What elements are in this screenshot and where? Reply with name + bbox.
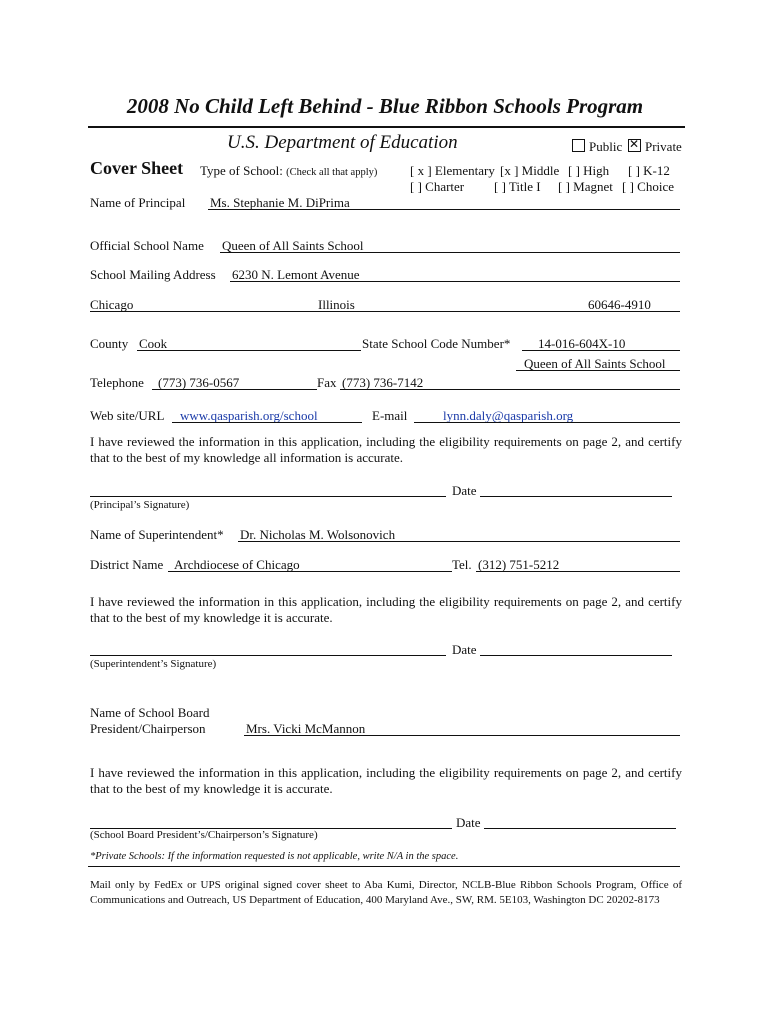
school-name-field[interactable]: Queen of All Saints School — [222, 238, 364, 253]
email-label: E-mail — [372, 408, 408, 423]
website-label: Web site/URL — [90, 408, 165, 423]
superintendent-certification-text: I have reviewed the information in this application, including the eligibility requirements on page 2, and certify that to the best of my knowledge it is accurate. — [90, 594, 682, 625]
type-title-i[interactable]: [ ] Title I — [494, 179, 541, 194]
private-checkbox[interactable] — [628, 139, 641, 152]
principal-date-line[interactable] — [480, 496, 672, 497]
principal-signature-line[interactable] — [90, 496, 446, 497]
telephone-underline — [152, 389, 317, 390]
superintendent-signature-line[interactable] — [90, 655, 446, 656]
state-code-sub-underline — [516, 370, 680, 371]
footer-rule — [88, 866, 680, 867]
district-label: District Name — [90, 557, 164, 572]
public-checkbox[interactable] — [572, 139, 585, 152]
type-charter[interactable]: [ ] Charter — [410, 179, 465, 194]
board-label-line2: President/Chairperson — [90, 721, 206, 736]
mail-instructions: Mail only by FedEx or UPS original signed cover sheet to Aba Kumi, Director, NCLB-Blue Ribbon Schools Program, Office of Communications and Outreach, US Department of Education, 400 Maryland Ave., SW, RM. 5E103, Washington DC 20202-8173 — [90, 879, 682, 906]
superintendent-field[interactable]: Dr. Nicholas M. Wolsonovich — [240, 527, 396, 542]
private-option[interactable] — [628, 139, 682, 155]
state-code-underline — [522, 350, 680, 351]
county-field[interactable]: Cook — [139, 336, 168, 351]
public-option[interactable] — [572, 139, 622, 155]
principal-certification-text: I have reviewed the information in this application, including the eligibility requirements on page 2, and certify that to the best of my knowledge all information is accurate. — [90, 434, 682, 465]
department-name: U.S. Department of Education — [227, 132, 458, 153]
principal-date-label: Date — [452, 483, 477, 498]
private-label: Private — [645, 139, 682, 154]
superintendent-label: Name of Superintendent* — [90, 527, 224, 542]
city-underline — [90, 311, 680, 312]
school-type-label-text: Type of School: — [200, 163, 283, 178]
board-date-label: Date — [456, 815, 481, 830]
telephone-label: Telephone — [90, 375, 144, 390]
county-label: County — [90, 336, 129, 351]
board-field[interactable]: Mrs. Vicki McMannon — [246, 721, 366, 736]
district-underline — [168, 571, 452, 572]
mailing-address-underline — [230, 281, 680, 282]
state-code-label: State School Code Number* — [362, 336, 511, 351]
type-k12[interactable]: [ ] K-12 — [628, 163, 670, 178]
cover-sheet-title: Cover Sheet — [90, 158, 184, 178]
state-code-field[interactable]: 14-016-604X-10 — [538, 336, 626, 351]
board-certification-text: I have reviewed the information in this application, including the eligibility requirements on page 2, and certify that to the best of my knowledge it is accurate. — [90, 765, 682, 796]
superintendent-signature-caption: (Superintendent’s Signature) — [90, 658, 217, 670]
type-elementary[interactable]: [ x ] Elementary — [410, 163, 495, 178]
school-name-underline — [220, 252, 680, 253]
mailing-address-label: School Mailing Address — [90, 267, 216, 282]
district-tel-label: Tel. — [452, 557, 472, 572]
principal-signature-caption: (Principal’s Signature) — [90, 499, 190, 511]
fax-field[interactable]: (773) 736-7142 — [342, 375, 424, 390]
email-underline — [414, 422, 680, 423]
superintendent-date-line[interactable] — [480, 655, 672, 656]
fax-label: Fax — [317, 375, 337, 390]
website-underline — [172, 422, 362, 423]
school-type-label — [200, 163, 377, 179]
header-rule — [88, 126, 685, 128]
type-magnet[interactable]: [ ] Magnet — [558, 179, 613, 194]
state-field[interactable]: Illinois — [318, 297, 355, 312]
public-label: Public — [589, 139, 623, 154]
school-type-hint: (Check all that apply) — [286, 167, 378, 178]
private-schools-note: *Private Schools: If the information requested is not applicable, write N/A in the space. — [90, 851, 459, 862]
type-middle[interactable]: [x ] Middle — [500, 163, 560, 178]
board-date-line[interactable] — [484, 828, 676, 829]
principal-field[interactable]: Ms. Stephanie M. DiPrima — [210, 195, 350, 210]
mailing-address-field[interactable]: 6230 N. Lemont Avenue — [232, 267, 360, 282]
zip-field[interactable]: 60646-4910 — [588, 297, 651, 312]
superintendent-underline — [238, 541, 680, 542]
board-signature-caption: (School Board President’s/Chairperson’s Signature) — [90, 829, 318, 841]
state-code-sub-value: Queen of All Saints School — [524, 356, 666, 371]
board-underline — [244, 735, 680, 736]
city-field[interactable]: Chicago — [90, 297, 134, 312]
district-tel-underline — [476, 571, 680, 572]
district-tel-field[interactable]: (312) 751-5212 — [478, 557, 560, 572]
school-name-label: Official School Name — [90, 238, 204, 253]
district-field[interactable]: Archdiocese of Chicago — [174, 557, 300, 572]
program-title: 2008 No Child Left Behind - Blue Ribbon Schools Program — [126, 94, 644, 118]
website-field[interactable]: www.qasparish.org/school — [180, 408, 318, 423]
email-field[interactable]: lynn.daly@qasparish.org — [443, 408, 574, 423]
county-underline — [137, 350, 361, 351]
superintendent-date-label: Date — [452, 642, 477, 657]
principal-label: Name of Principal — [90, 195, 186, 210]
principal-underline — [208, 209, 680, 210]
type-high[interactable]: [ ] High — [568, 163, 610, 178]
fax-underline — [340, 389, 680, 390]
telephone-field[interactable]: (773) 736-0567 — [158, 375, 240, 390]
type-choice[interactable]: [ ] Choice — [622, 179, 674, 194]
board-label-line1: Name of School Board — [90, 705, 210, 720]
